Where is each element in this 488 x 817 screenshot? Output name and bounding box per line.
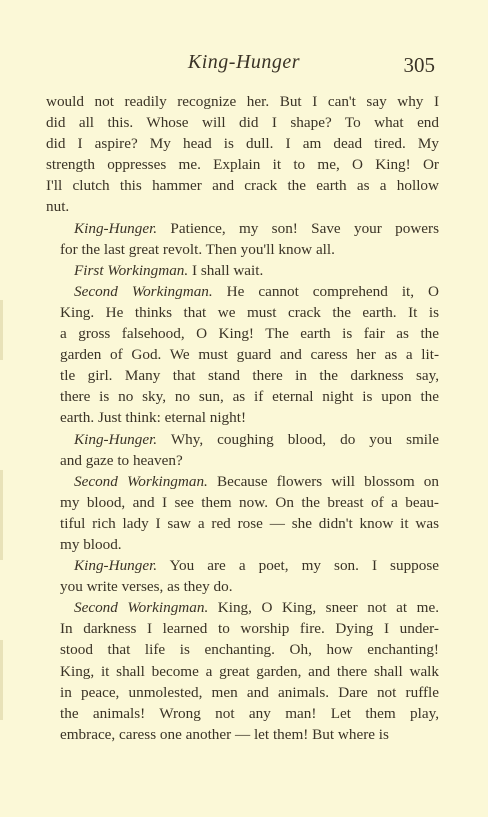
speaker-name: Second Workingman.	[74, 282, 213, 300]
speaker-name: First Workingman.	[74, 261, 189, 279]
text-line	[46, 576, 439, 597]
paragraph	[46, 218, 439, 260]
text-line	[46, 555, 439, 576]
line-text: earth. Just think: eternal night!	[60, 409, 247, 427]
line-text: there is no sky, no sun, as if eternal night is upon the	[60, 388, 439, 406]
running-title: King-Hunger	[187, 51, 301, 73]
line-text: nut.	[46, 198, 70, 216]
text-line	[46, 471, 439, 492]
line-text: Because flowers will blossom on	[207, 472, 439, 490]
page-number: 305	[403, 53, 435, 77]
line-text: You are a poet, my son. I suppose	[157, 557, 439, 575]
speaker-name: King-Hunger.	[74, 557, 158, 575]
speaker-name: King-Hunger.	[74, 430, 158, 448]
text-line	[46, 196, 439, 217]
line-text: a gross falsehood, O King! The earth is fair as the	[60, 325, 439, 343]
text-line	[46, 281, 439, 302]
speaker-name: Second Workingman.	[74, 599, 209, 617]
text-line	[46, 344, 439, 365]
text-line	[46, 175, 439, 196]
text-line	[46, 534, 439, 555]
line-text: embrace, caress one another — let them! But where is	[60, 725, 389, 743]
paragraph	[46, 281, 439, 429]
paragraph	[46, 597, 439, 745]
page-header	[0, 51, 488, 81]
line-text: tle girl. Many that stand there in the darkness say,	[60, 367, 439, 385]
text-line	[46, 703, 439, 724]
text-line	[46, 260, 439, 281]
paragraph	[46, 429, 439, 471]
paragraph	[46, 555, 439, 597]
text-line	[46, 91, 439, 112]
text-line	[46, 450, 439, 471]
text-line	[46, 302, 439, 323]
line-text: King, it shall become a great garden, and there shall walk	[60, 662, 439, 680]
paragraph	[46, 260, 439, 281]
line-text: King, O King, sneer not at me.	[208, 599, 440, 617]
line-text: would not readily recognize her. But I can't say why I	[46, 93, 439, 110]
line-text: Patience, my son! Save your powers	[157, 219, 439, 237]
page-edge-shadow	[0, 470, 3, 560]
text-line	[46, 724, 439, 745]
text-line	[46, 323, 439, 344]
text-line	[46, 407, 439, 428]
text-line	[46, 618, 439, 639]
line-text: in peace, unmolested, men and animals. Dare not ruffle	[60, 683, 439, 701]
text-line	[46, 386, 439, 407]
text-line	[46, 639, 439, 660]
line-text: my blood, and I see them now. On the breast of a beau-	[60, 493, 439, 511]
paragraph	[46, 471, 439, 555]
text-line	[46, 239, 439, 260]
text-line	[46, 682, 439, 703]
text-line	[46, 597, 439, 618]
line-text: you write verses, as they do.	[60, 578, 233, 596]
line-text: Why, coughing blood, do you smile	[157, 430, 439, 448]
line-text: my blood.	[60, 535, 122, 553]
text-line	[46, 218, 439, 239]
line-text: stood that life is enchanting. Oh, how enchanting!	[60, 641, 439, 659]
line-text: the animals! Wrong not any man! Let them play,	[60, 704, 439, 722]
line-text: garden of God. We must guard and caress her as a lit-	[60, 346, 439, 364]
text-line	[46, 492, 439, 513]
line-text: He cannot comprehend it, O	[212, 282, 439, 300]
text-line	[46, 661, 439, 682]
text-line	[46, 112, 439, 133]
line-text: did all this. Whose will did I shape? To what end	[46, 114, 439, 132]
line-text: King. He thinks that we must crack the earth. It is	[60, 303, 439, 321]
line-text: strength oppresses me. Explain it to me, O King! Or	[46, 156, 439, 174]
page-edge-shadow	[0, 300, 3, 360]
line-text: I'll clutch this hammer and crack the earth as a hollow	[46, 177, 439, 195]
line-text: tiful rich lady I saw a red rose — she didn't know it was	[60, 514, 439, 532]
speaker-name: Second Workingman.	[74, 472, 208, 490]
text-line	[46, 365, 439, 386]
line-text: and gaze to heaven?	[60, 451, 183, 469]
page-body-text	[46, 91, 439, 745]
text-line	[46, 154, 439, 175]
text-line	[46, 513, 439, 534]
line-text: for the last great revolt. Then you'll know all.	[60, 240, 335, 258]
line-text: In darkness I learned to worship fire. Dying I under-	[60, 620, 439, 638]
line-text: I shall wait.	[188, 261, 264, 279]
page-edge-shadow	[0, 640, 3, 720]
text-line	[46, 429, 439, 450]
line-text: did I aspire? My head is dull. I am dead tired. My	[46, 135, 439, 153]
paragraph	[46, 91, 439, 218]
speaker-name: King-Hunger.	[74, 219, 158, 237]
text-line	[46, 133, 439, 154]
